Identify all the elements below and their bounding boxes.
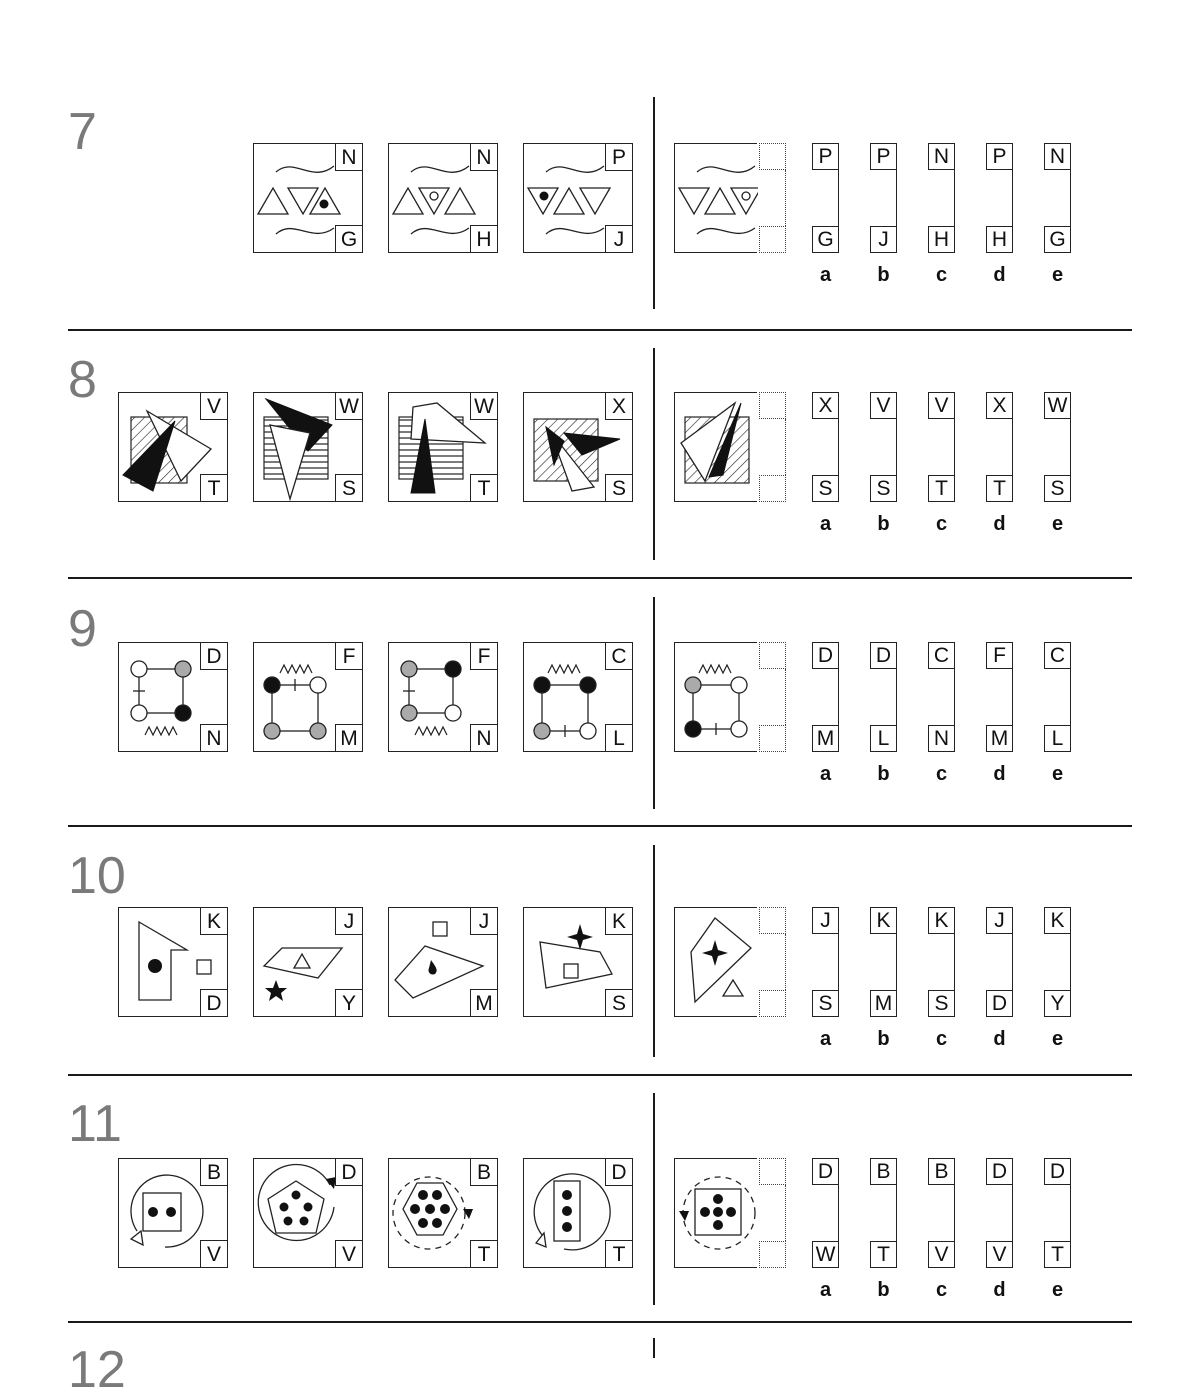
option-code-top: X <box>986 392 1013 419</box>
answer-option[interactable] <box>928 392 955 535</box>
dotted-edge <box>757 1185 786 1241</box>
code-letter-top: D <box>200 643 227 670</box>
code-tile <box>523 1158 633 1268</box>
tile-figure <box>675 908 758 1018</box>
question-number: 8 <box>68 351 97 409</box>
option-letter: e <box>1051 763 1064 785</box>
empty-code-box-top <box>759 1158 786 1185</box>
option-code-top: D <box>986 1158 1013 1185</box>
option-code-bottom: M <box>812 725 839 752</box>
empty-code-box-top <box>759 143 786 170</box>
option-code-bottom: T <box>986 475 1013 502</box>
option-code-top: D <box>812 642 839 669</box>
code-letter-top: W <box>335 393 362 420</box>
option-code-bottom: H <box>986 226 1013 253</box>
code-letter-bottom: N <box>470 724 497 751</box>
answer-option[interactable] <box>986 907 1013 1050</box>
answer-option[interactable] <box>986 1158 1013 1301</box>
empty-code-box-bottom <box>759 475 786 502</box>
row-divider <box>68 825 1132 827</box>
option-letter: d <box>993 1279 1006 1301</box>
option-code-top: D <box>1044 1158 1071 1185</box>
option-code-bottom: S <box>812 990 839 1017</box>
column-divider <box>653 597 655 809</box>
option-code-bottom: S <box>812 475 839 502</box>
empty-code-box-top <box>759 392 786 419</box>
code-tile <box>388 642 498 752</box>
answer-option[interactable] <box>1044 642 1071 785</box>
tile-figure <box>675 144 758 254</box>
code-letter-bottom: V <box>200 1240 227 1267</box>
option-letter: d <box>993 1028 1006 1050</box>
question-number: 10 <box>68 847 126 905</box>
column-divider <box>653 97 655 309</box>
option-code-bottom: G <box>1044 226 1071 253</box>
option-code-bottom: G <box>812 226 839 253</box>
option-code-bottom: Y <box>1044 990 1071 1017</box>
code-tile <box>523 143 633 253</box>
code-letter-bottom: S <box>605 989 632 1016</box>
column-divider <box>653 1338 655 1358</box>
dotted-edge <box>757 669 786 725</box>
option-letter: a <box>819 763 832 785</box>
code-letter-top: C <box>605 643 632 670</box>
code-letter-top: K <box>605 908 632 935</box>
option-code-top: D <box>870 642 897 669</box>
code-tile <box>388 907 498 1017</box>
option-letter: c <box>935 763 948 785</box>
option-letter: e <box>1051 1279 1064 1301</box>
option-letter: b <box>877 1279 890 1301</box>
option-code-top: B <box>928 1158 955 1185</box>
answer-option[interactable] <box>1044 392 1071 535</box>
option-letter: c <box>935 264 948 286</box>
code-tile <box>118 907 228 1017</box>
code-letter-top: F <box>335 643 362 670</box>
code-letter-top: D <box>605 1159 632 1186</box>
code-letter-top: P <box>605 144 632 171</box>
option-code-top: K <box>1044 907 1071 934</box>
option-code-bottom: L <box>1044 725 1071 752</box>
option-code-top: X <box>812 392 839 419</box>
code-letter-bottom: T <box>470 1240 497 1267</box>
empty-code-box-bottom <box>759 990 786 1017</box>
answer-option[interactable] <box>870 1158 897 1301</box>
answer-option[interactable] <box>812 1158 839 1301</box>
option-code-top: F <box>986 642 1013 669</box>
column-divider <box>653 845 655 1057</box>
code-tile <box>253 392 363 502</box>
option-letter: e <box>1051 1028 1064 1050</box>
option-code-bottom: S <box>870 475 897 502</box>
code-letter-top: J <box>335 908 362 935</box>
option-code-top: V <box>928 392 955 419</box>
code-tile <box>388 143 498 253</box>
code-letter-bottom: L <box>605 724 632 751</box>
option-letter: b <box>877 264 890 286</box>
code-tile <box>118 642 228 752</box>
answer-option[interactable] <box>986 392 1013 535</box>
option-code-bottom: S <box>1044 475 1071 502</box>
code-letter-top: F <box>470 643 497 670</box>
option-letter: c <box>935 1279 948 1301</box>
dotted-edge <box>757 419 786 475</box>
tile-figure <box>675 643 758 753</box>
question-number: 7 <box>68 103 97 161</box>
option-code-bottom: H <box>928 226 955 253</box>
option-code-top: N <box>928 143 955 170</box>
option-code-top: K <box>928 907 955 934</box>
option-code-bottom: V <box>928 1241 955 1268</box>
option-code-top: P <box>812 143 839 170</box>
question-number: 11 <box>68 1095 122 1153</box>
code-tile <box>253 1158 363 1268</box>
code-letter-bottom: J <box>605 225 632 252</box>
option-letter: e <box>1051 264 1064 286</box>
answer-option[interactable] <box>870 907 897 1050</box>
answer-option[interactable] <box>928 642 955 785</box>
option-code-top: K <box>870 907 897 934</box>
row-divider <box>68 577 1132 579</box>
answer-option[interactable] <box>812 907 839 1050</box>
option-letter: c <box>935 513 948 535</box>
empty-code-box-bottom <box>759 1241 786 1268</box>
option-letter: c <box>935 1028 948 1050</box>
code-letter-bottom: T <box>470 474 497 501</box>
option-code-bottom: S <box>928 990 955 1017</box>
empty-code-box-bottom <box>759 725 786 752</box>
option-code-bottom: V <box>986 1241 1013 1268</box>
option-code-top: J <box>986 907 1013 934</box>
empty-code-box-top <box>759 642 786 669</box>
code-letter-bottom: V <box>335 1240 362 1267</box>
answer-option[interactable] <box>1044 1158 1071 1301</box>
option-code-top: B <box>870 1158 897 1185</box>
dotted-edge <box>757 170 786 226</box>
code-letter-bottom: M <box>470 989 497 1016</box>
option-letter: d <box>993 264 1006 286</box>
option-code-bottom: M <box>986 725 1013 752</box>
code-letter-bottom: T <box>605 1240 632 1267</box>
answer-option[interactable] <box>928 1158 955 1301</box>
code-tile <box>523 392 633 502</box>
code-tile <box>523 907 633 1017</box>
code-letter-bottom: S <box>605 474 632 501</box>
option-letter: b <box>877 513 890 535</box>
code-letter-top: W <box>470 393 497 420</box>
option-letter: a <box>819 1028 832 1050</box>
code-tile <box>118 1158 228 1268</box>
option-code-top: J <box>812 907 839 934</box>
code-tile <box>253 143 363 253</box>
option-letter: a <box>819 264 832 286</box>
code-letter-bottom: S <box>335 474 362 501</box>
tile-figure <box>675 393 758 503</box>
test-tile <box>674 143 757 253</box>
code-letter-top: K <box>200 908 227 935</box>
option-code-top: C <box>928 642 955 669</box>
answer-option[interactable] <box>812 392 839 535</box>
code-letter-bottom: G <box>335 225 362 252</box>
answer-option[interactable] <box>928 143 955 286</box>
option-code-top: V <box>870 392 897 419</box>
code-tile <box>118 392 228 502</box>
option-code-bottom: T <box>1044 1241 1071 1268</box>
option-letter: b <box>877 763 890 785</box>
question-number: 9 <box>68 600 97 658</box>
code-letter-bottom: T <box>200 474 227 501</box>
code-letter-top: X <box>605 393 632 420</box>
option-code-bottom: L <box>870 725 897 752</box>
answer-option[interactable] <box>870 392 897 535</box>
option-code-bottom: N <box>928 725 955 752</box>
code-letter-top: D <box>335 1159 362 1186</box>
code-letter-bottom: N <box>200 724 227 751</box>
code-letter-bottom: Y <box>335 989 362 1016</box>
column-divider <box>653 348 655 560</box>
answer-option[interactable] <box>870 642 897 785</box>
option-code-bottom: M <box>870 990 897 1017</box>
option-code-bottom: J <box>870 226 897 253</box>
answer-option[interactable] <box>812 143 839 286</box>
answer-option[interactable] <box>1044 907 1071 1050</box>
option-letter: d <box>993 513 1006 535</box>
code-letter-top: B <box>200 1159 227 1186</box>
column-divider <box>653 1093 655 1305</box>
code-letter-top: V <box>200 393 227 420</box>
option-code-top: P <box>986 143 1013 170</box>
test-tile <box>674 642 757 752</box>
answer-option[interactable] <box>1044 143 1071 286</box>
option-code-top: C <box>1044 642 1071 669</box>
code-tile <box>253 907 363 1017</box>
code-letter-bottom: H <box>470 225 497 252</box>
option-code-top: N <box>1044 143 1071 170</box>
option-letter: d <box>993 763 1006 785</box>
option-letter: a <box>819 1279 832 1301</box>
code-letter-bottom: M <box>335 724 362 751</box>
code-tile <box>388 392 498 502</box>
answer-option[interactable] <box>928 907 955 1050</box>
answer-option[interactable] <box>870 143 897 286</box>
answer-option[interactable] <box>812 642 839 785</box>
code-tile <box>523 642 633 752</box>
code-letter-top: N <box>335 144 362 171</box>
option-code-bottom: W <box>812 1241 839 1268</box>
code-letter-top: B <box>470 1159 497 1186</box>
code-letter-bottom: D <box>200 989 227 1016</box>
answer-option[interactable] <box>986 642 1013 785</box>
test-tile <box>674 907 757 1017</box>
option-letter: e <box>1051 513 1064 535</box>
option-letter: b <box>877 1028 890 1050</box>
code-tile <box>388 1158 498 1268</box>
option-code-top: W <box>1044 392 1071 419</box>
tile-figure <box>675 1159 758 1269</box>
code-tile <box>253 642 363 752</box>
code-letter-top: J <box>470 908 497 935</box>
test-tile <box>674 392 757 502</box>
question-number: 12 <box>68 1341 126 1399</box>
test-tile <box>674 1158 757 1268</box>
empty-code-box-bottom <box>759 226 786 253</box>
answer-option[interactable] <box>986 143 1013 286</box>
option-code-top: P <box>870 143 897 170</box>
row-divider <box>68 329 1132 331</box>
row-divider <box>68 1074 1132 1076</box>
code-letter-top: N <box>470 144 497 171</box>
option-letter: a <box>819 513 832 535</box>
dotted-edge <box>757 934 786 990</box>
option-code-bottom: T <box>928 475 955 502</box>
option-code-top: D <box>812 1158 839 1185</box>
empty-code-box-top <box>759 907 786 934</box>
option-code-bottom: D <box>986 990 1013 1017</box>
option-code-bottom: T <box>870 1241 897 1268</box>
row-divider <box>68 1321 1132 1323</box>
